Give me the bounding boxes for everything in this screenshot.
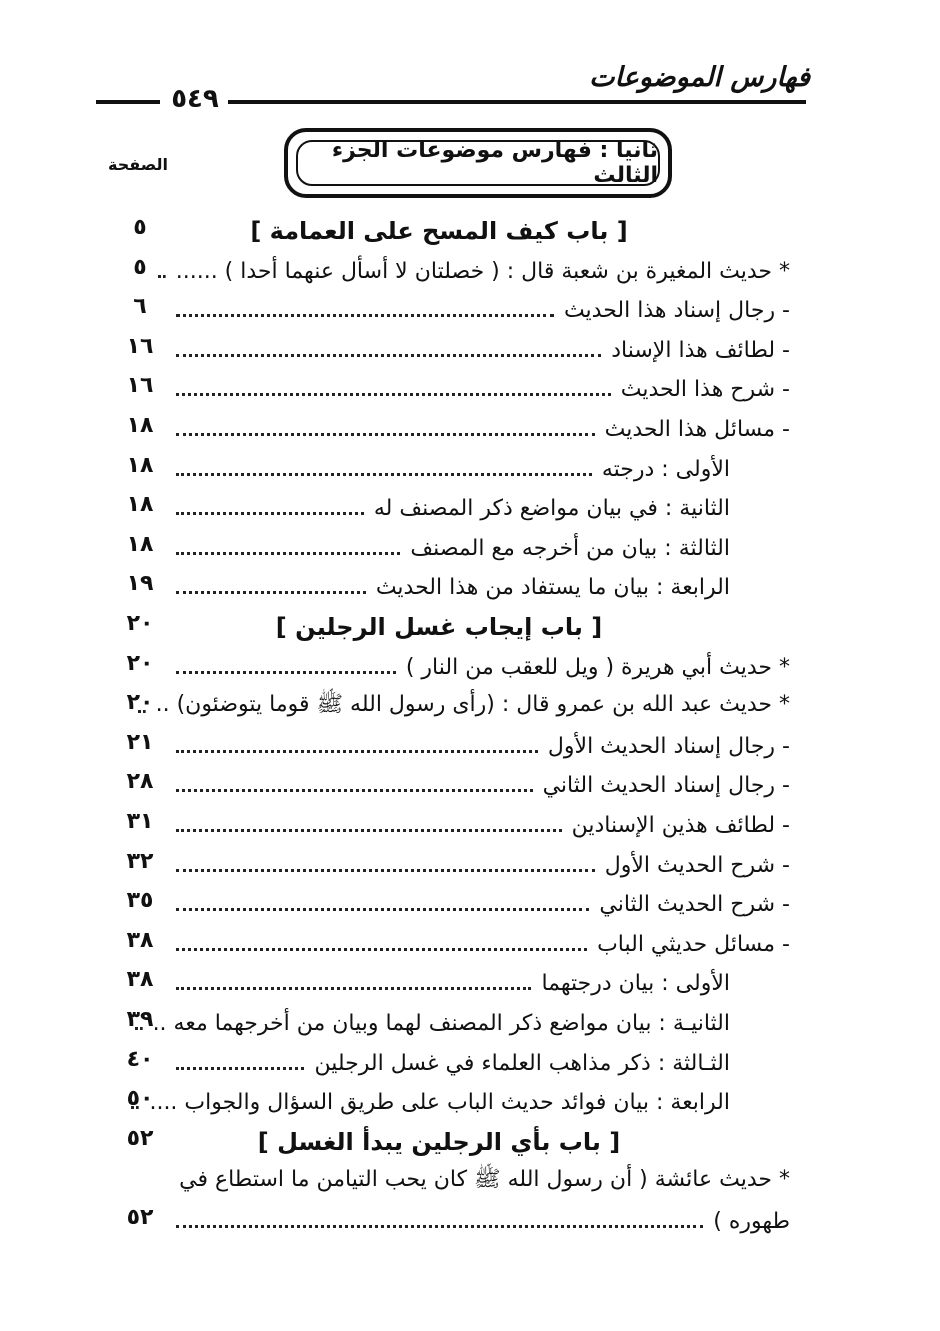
section-title: ثانيا : فهارس موضوعات الجزء الثالث bbox=[331, 138, 658, 188]
toc-entry-text: الثانية : في بيان مواضع ذكر المصنف له bbox=[373, 495, 730, 521]
toc-entry-text: الأولى : بيان درجتهما bbox=[541, 970, 730, 996]
leader-dots bbox=[158, 275, 166, 278]
toc-page-number: ١٨ bbox=[126, 492, 154, 517]
toc-page-number: ٣٥ bbox=[126, 888, 154, 913]
toc-page-number: ١٨ bbox=[126, 413, 154, 438]
toc-entry-text: [ باب بأي الرجلين يبدأ الغسل ] bbox=[257, 1128, 621, 1156]
leader-dots bbox=[131, 1106, 139, 1109]
toc-entry-text: - شرح الحديث الثاني bbox=[599, 891, 790, 917]
toc-subitem-row bbox=[110, 488, 790, 528]
toc-page-number: ١٦ bbox=[126, 334, 154, 359]
leader-dots bbox=[176, 987, 531, 990]
toc-entry-body bbox=[168, 251, 790, 291]
toc-item-row bbox=[110, 647, 790, 687]
leader-dots bbox=[176, 433, 595, 436]
toc-subitem-row bbox=[110, 963, 790, 1003]
toc-item-row bbox=[110, 884, 790, 924]
toc-entry-body bbox=[168, 765, 790, 805]
toc-entry-body bbox=[168, 488, 790, 528]
toc-entry-body bbox=[155, 686, 790, 726]
toc-item-row bbox=[110, 409, 790, 449]
leader-dots bbox=[176, 314, 554, 317]
toc-page-number: ٥ bbox=[133, 215, 147, 240]
leader-dots bbox=[176, 671, 396, 674]
toc-entry-body bbox=[168, 963, 790, 1003]
running-title: فهارس الموضوعات bbox=[589, 62, 810, 93]
toc-entry-body bbox=[168, 884, 790, 924]
toc-entry-body bbox=[168, 528, 790, 568]
toc-item-row bbox=[110, 251, 790, 291]
toc-page-number: ٣٨ bbox=[126, 967, 154, 992]
toc-page-number: ٥٠ bbox=[126, 1086, 154, 1111]
toc-page-number: ٢٠ bbox=[126, 690, 154, 715]
toc-entry-body bbox=[168, 211, 790, 251]
toc-page-number: ٣١ bbox=[126, 809, 154, 834]
toc-entry-text: الثـالثة : ذكر مذاهب العلماء في غسل الرجلين bbox=[314, 1050, 730, 1076]
toc-page-number: ٣٨ bbox=[126, 928, 154, 953]
leader-dots bbox=[176, 750, 538, 753]
toc-entry-body bbox=[168, 567, 790, 607]
page-number: ٥٤٩ bbox=[171, 84, 219, 114]
leader-dots bbox=[176, 869, 595, 872]
toc-entry-body bbox=[168, 1122, 790, 1162]
toc-item-row bbox=[110, 765, 790, 805]
toc-page-number: ١٦ bbox=[126, 373, 154, 398]
toc-entry-body bbox=[168, 805, 790, 845]
toc-entry-body bbox=[168, 726, 790, 766]
toc-entry-text: الثانيـة : بيان مواضع ذكر المصنف لهما وبيان من أخرجهما معه .. bbox=[152, 1010, 730, 1036]
toc-entry-body bbox=[168, 845, 790, 885]
leader-dots bbox=[176, 512, 364, 515]
toc-entry-body bbox=[168, 647, 790, 687]
toc-page-number: ٥ bbox=[133, 255, 147, 280]
toc-entry-text: الأولى : درجته bbox=[601, 456, 730, 482]
leader-dots bbox=[176, 354, 601, 357]
toc-item-row bbox=[110, 805, 790, 845]
toc-entry-body bbox=[168, 330, 790, 370]
leader-dots bbox=[176, 591, 366, 594]
toc-item-row bbox=[110, 1201, 790, 1241]
toc-subitem-row bbox=[110, 1082, 790, 1122]
toc-entry-body bbox=[168, 369, 790, 409]
toc-item-row bbox=[110, 686, 790, 726]
toc-item-row bbox=[110, 369, 790, 409]
toc-subitem-row bbox=[110, 567, 790, 607]
toc-entry-text: * حديث المغيرة بن شعبة قال : ( خصلتان لا أسأل عنهما أحدا ) ...... bbox=[175, 258, 790, 284]
toc-page-number: ١٩ bbox=[126, 571, 154, 596]
toc-entry-text: - مسائل هذا الحديث bbox=[604, 416, 790, 442]
leader-dots bbox=[176, 1225, 703, 1228]
toc-item-row bbox=[110, 1161, 790, 1201]
toc-page-number: ٢١ bbox=[126, 730, 154, 755]
toc-item-row bbox=[110, 330, 790, 370]
leader-dots bbox=[176, 829, 562, 832]
toc-entry-body bbox=[168, 449, 790, 489]
toc-page-number: ٢٠ bbox=[126, 651, 154, 676]
leader-dots bbox=[176, 1067, 304, 1070]
leader-dots bbox=[176, 473, 592, 476]
toc-page-number: ١٨ bbox=[126, 532, 154, 557]
toc-page-number: ٢٨ bbox=[126, 769, 154, 794]
toc-entry-text: طهوره ) bbox=[713, 1208, 790, 1234]
toc-item-row bbox=[110, 726, 790, 766]
toc-entry-body bbox=[168, 409, 790, 449]
toc-entry-body bbox=[149, 1082, 790, 1122]
toc-page-number: ٣٩ bbox=[126, 1007, 154, 1032]
toc-entry-text: * حديث عائشة ( أن رسول الله ﷺ كان يحب التيامن ما استطاع في bbox=[179, 1167, 790, 1192]
toc-entry-text: - رجال إسناد الحديث الثاني bbox=[542, 772, 790, 798]
toc-entry-text: - مسائل حديثي الباب bbox=[597, 931, 790, 957]
leader-dots bbox=[135, 1027, 143, 1030]
toc-entry-body bbox=[168, 290, 790, 330]
toc-entry-body bbox=[168, 1043, 790, 1083]
toc-page-number: ٣٢ bbox=[126, 849, 154, 874]
toc-page-number: ١٨ bbox=[126, 453, 154, 478]
leader-dots bbox=[176, 789, 533, 792]
toc-subitem-row bbox=[110, 1043, 790, 1083]
toc-entry-text: الرابعة : بيان فوائد حديث الباب على طريق السؤال والجواب .... bbox=[149, 1089, 730, 1115]
toc-entry-text: الرابعة : بيان ما يستفاد من هذا الحديث bbox=[375, 574, 730, 600]
toc-page-number: ٤٠ bbox=[126, 1047, 154, 1072]
leader-dots bbox=[176, 393, 611, 396]
toc-subitem-row bbox=[110, 528, 790, 568]
toc-item-row bbox=[110, 290, 790, 330]
toc-entry-body bbox=[168, 607, 790, 647]
toc-entry-text: [ باب إيجاب غسل الرجلين ] bbox=[275, 613, 603, 641]
toc-page-number: ٥٢ bbox=[126, 1126, 154, 1151]
toc-entry-text: * حديث عبد الله بن عمرو قال : (رأى رسول الله ﷺ قوما يتوضئون) .. bbox=[155, 692, 790, 717]
toc-entry-text: - رجال إسناد الحديث الأول bbox=[547, 733, 790, 759]
toc-page-number: ٦ bbox=[133, 294, 147, 319]
toc-entry-text: الثالثة : بيان من أخرجه مع المصنف bbox=[410, 535, 730, 561]
toc-entry-body bbox=[168, 924, 790, 964]
toc-entry-text: - رجال إسناد هذا الحديث bbox=[563, 297, 790, 323]
toc-entry-body bbox=[168, 1201, 790, 1241]
toc-subitem-row bbox=[110, 449, 790, 489]
leader-dots bbox=[176, 552, 400, 555]
toc-entry-text: * حديث أبي هريرة ( ويل للعقب من النار ) bbox=[405, 654, 790, 680]
toc-item-row bbox=[110, 845, 790, 885]
leader-dots bbox=[176, 908, 589, 911]
toc-entry-text: - لطائف هذين الإسنادين bbox=[571, 812, 790, 838]
toc-heading-row bbox=[110, 607, 790, 647]
toc-subitem-row bbox=[110, 1003, 790, 1043]
toc-entry-text: - شرح الحديث الأول bbox=[604, 852, 790, 878]
page-column-label: الصفحة bbox=[108, 155, 169, 174]
toc-heading-row bbox=[110, 211, 790, 251]
toc-item-row bbox=[110, 924, 790, 964]
leader-dots bbox=[138, 710, 146, 713]
toc-page-number: ٢٠ bbox=[126, 611, 154, 636]
toc-entry-text: - لطائف هذا الإسناد bbox=[611, 337, 790, 363]
toc-page-number: ٥٢ bbox=[126, 1205, 154, 1230]
toc-entry-text: [ باب كيف المسح على العمامة ] bbox=[250, 217, 628, 245]
toc-entry-text: - شرح هذا الحديث bbox=[620, 376, 790, 402]
leader-dots bbox=[176, 948, 587, 951]
toc-entry-body bbox=[168, 1161, 790, 1201]
toc-entry-body bbox=[152, 1003, 790, 1043]
toc-heading-row bbox=[110, 1122, 790, 1162]
